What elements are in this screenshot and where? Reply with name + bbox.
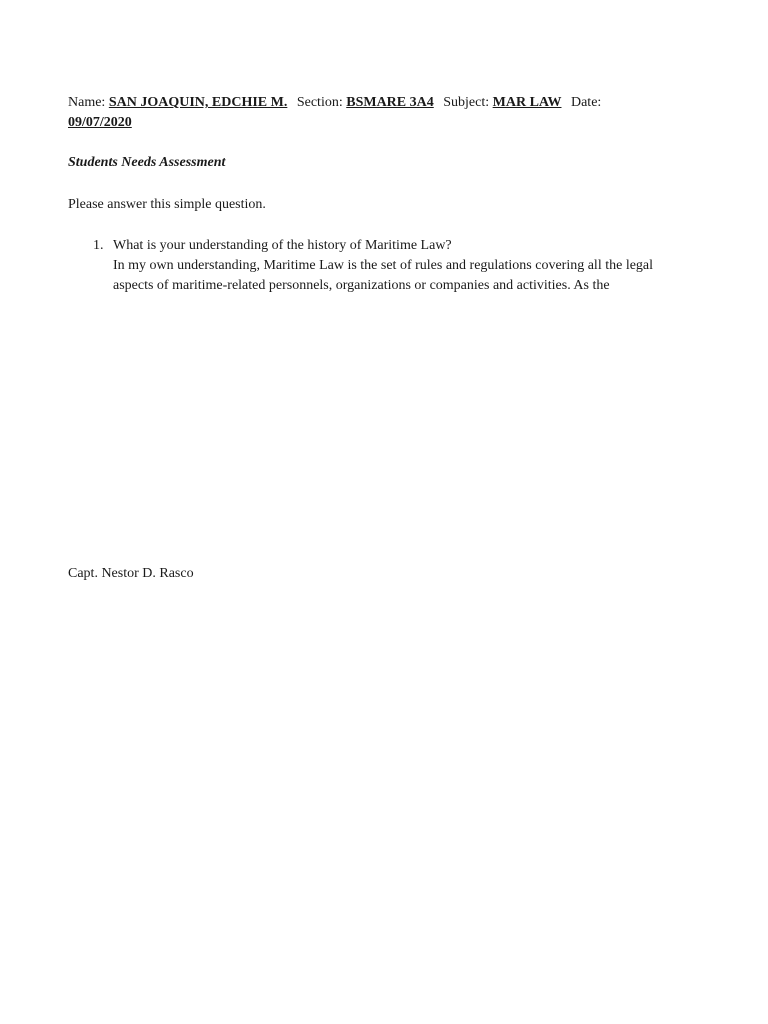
date-value: 09/07/2020 <box>68 115 132 130</box>
section-label: Section: <box>296 95 343 110</box>
subject-label: Subject: <box>443 95 490 110</box>
section-value: BSMARE 3A4 <box>346 95 434 110</box>
question-item <box>93 236 703 296</box>
question-text: What is your understanding of the history of Maritime Law? <box>113 238 452 253</box>
document-title: Students Needs Assessment <box>68 155 226 170</box>
date-label: Date: <box>570 95 602 110</box>
subject-value: MAR LAW <box>492 95 562 110</box>
question-number: 1. <box>93 238 104 253</box>
answer-line: aspects of maritime-related personnels, organizations or companies and activities. As the <box>113 278 610 293</box>
instructor-signature: Capt. Nestor D. Rasco <box>68 566 194 581</box>
answer-line: In my own understanding, Maritime Law is the set of rules and regulations covering all the legal <box>113 258 654 273</box>
student-info-header <box>68 93 708 133</box>
name-value: SAN JOAQUIN, EDCHIE M. <box>108 95 288 110</box>
instruction-text: Please answer this simple question. <box>68 197 266 212</box>
name-label: Name: <box>68 95 106 110</box>
